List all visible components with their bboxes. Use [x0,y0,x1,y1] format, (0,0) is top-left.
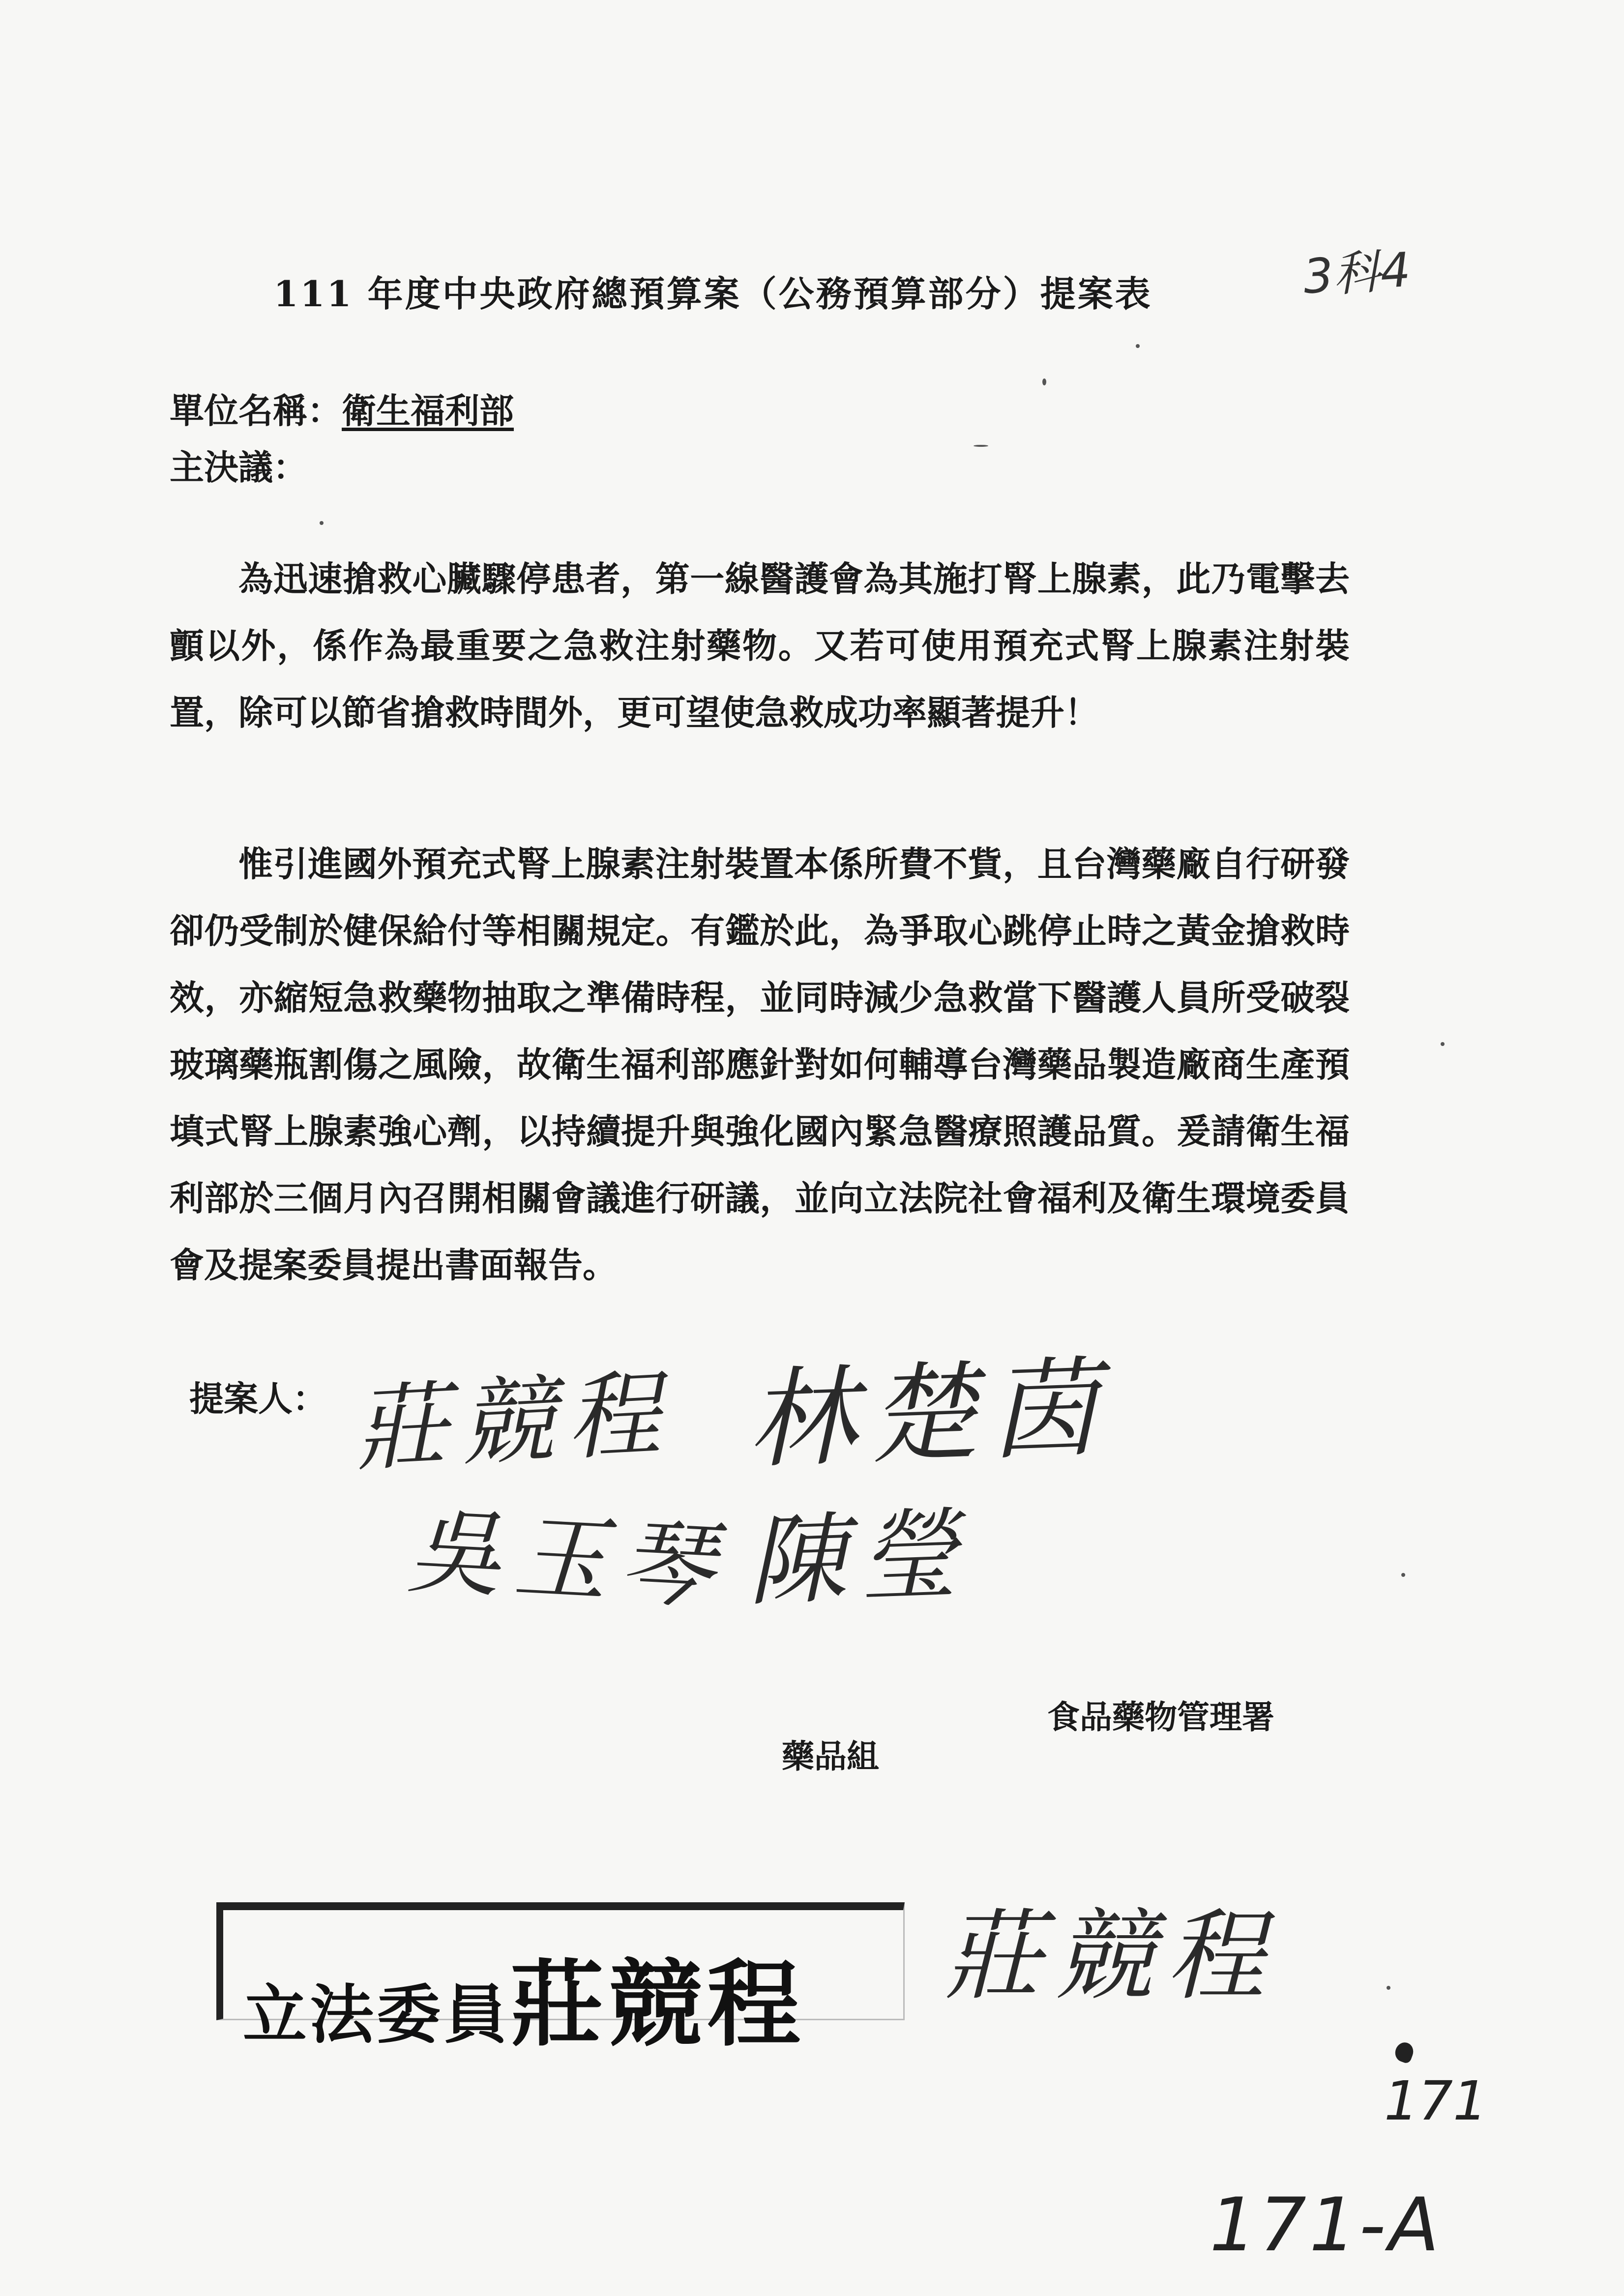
resolution-label: 主決議： [170,447,307,488]
division-name: 藥品組 [782,1737,879,1775]
scan-speck [320,521,324,525]
scan-speck [1387,1986,1390,1990]
signature-4: 陳瑩 [745,1497,972,1620]
scan-speck [1136,344,1140,348]
signature-2: 林楚茵 [745,1345,1113,1483]
resolution-paragraph-1: 為迅速搶救心臟驟停患者，第一線醫護會為其施打腎上腺素，此乃電擊去顫以外，係作為最重要之急救注射藥物。又若可使用預充式腎上腺素注射裝置，除可以節省搶救時間外，更可望使急救成功率顯著提升！ [170,558,1350,733]
agency-name: 食品藥物管理署 [1047,1698,1274,1736]
ink-mark-icon [1392,2040,1416,2064]
resolution-paragraph-2: 惟引進國外預充式腎上腺素注射裝置本係所費不貲，且台灣藥廠自行研發卻仍受制於健保給付等相關規定。有鑑於此，為爭取心跳停止時之黃金搶救時效，亦縮短急救藥物抽取之準備時程，並同時減少急救當下醫護人員所受破裂玻璃藥瓶割傷之風險，故衛生福利部應針對如何輔導台灣藥品製造廠商生產預填式腎上腺素強心劑，以持續提升與強化國內緊急醫療照護品質。爰請衛生福利部於三個月內召開相關會議進行研議，並向立法院社會福利及衛生環境委員會及提案委員提出書面報告。 [170,843,1350,1285]
stamp-title: 立法委員 [243,1977,511,2052]
unit-value: 衛生福利部 [342,390,514,431]
stamp-name: 莊競程 [510,1949,806,2059]
signature-1: 莊競程 [352,1359,676,1484]
scan-speck [974,445,988,447]
stamp-text [243,1930,805,2064]
proposer-label: 提案人： [189,1378,327,1419]
page-number-alt: 171-A [1210,2182,1443,2268]
scan-speck [1042,378,1046,385]
stamp-signature: 莊競程 [944,1899,1278,2014]
page-number: 171 [1384,2069,1487,2132]
scan-speck [1401,1573,1405,1577]
unit-row [170,383,514,433]
legislator-stamp [216,1902,905,2059]
handwritten-corner-note: 3科4 [1301,242,1413,305]
signature-3: 吳玉琴 [405,1497,729,1622]
scan-speck [1441,1042,1445,1046]
document-title: 111 年度中央政府總預算案（公務預算部分）提案表 [273,273,1152,315]
unit-label: 單位名稱： [170,390,342,431]
